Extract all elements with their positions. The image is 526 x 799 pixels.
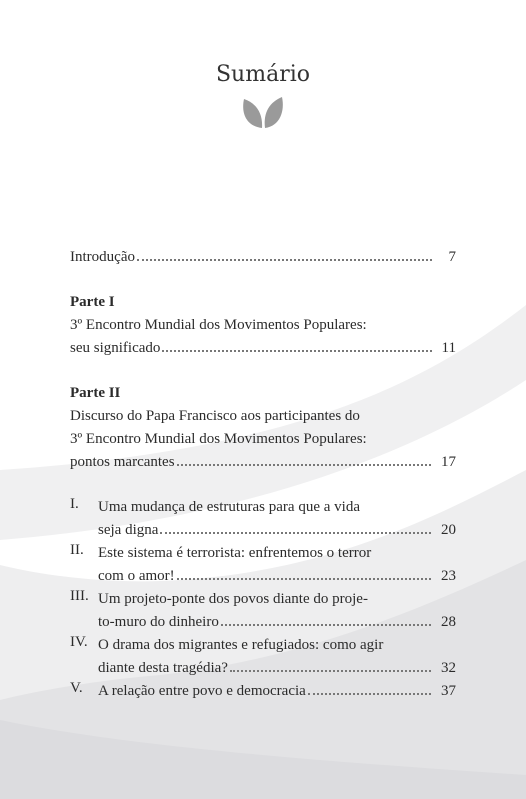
toc-list xyxy=(70,246,456,703)
dot-leader xyxy=(137,254,432,261)
toc-entry-text: Introdução xyxy=(70,249,135,265)
dot-leader xyxy=(160,527,431,534)
toc-entry-text: Uma mudança de estruturas para que a vida xyxy=(98,499,360,515)
part-heading: Parte I xyxy=(70,294,115,310)
dot-leader xyxy=(230,665,431,672)
leaf-ornament-icon xyxy=(238,93,288,129)
toc-subentry[interactable] xyxy=(70,634,456,680)
toc-entry-text: seu significado xyxy=(70,340,161,356)
toc-page-number: 28 xyxy=(441,614,456,630)
dot-leader xyxy=(177,573,431,580)
part-heading: Parte II xyxy=(70,385,121,401)
toc-subentry[interactable] xyxy=(70,588,456,634)
dot-leader xyxy=(162,345,431,352)
dot-leader xyxy=(177,459,431,466)
page-title: Sumário xyxy=(215,62,310,87)
toc-entry-intro[interactable] xyxy=(70,246,456,269)
roman-numeral: III. xyxy=(70,588,89,604)
toc-page-number: 37 xyxy=(441,683,456,699)
toc-entry-text: pontos marcantes xyxy=(70,454,175,470)
toc-entry-text: com o amor! xyxy=(98,568,175,584)
toc-entry-part2[interactable] xyxy=(70,451,456,474)
toc-entry-text: A relação entre povo e democracia xyxy=(98,683,306,699)
toc-entry-text: to-muro do dinheiro xyxy=(98,614,219,630)
toc-entry-text: 3º Encontro Mundial dos Movimentos Populares: xyxy=(70,317,367,333)
toc-entry-text: O drama dos migrantes e refugiados: como agir xyxy=(98,637,384,653)
toc-subentry[interactable] xyxy=(70,542,456,588)
roman-numeral: II. xyxy=(70,542,84,558)
toc-subentry[interactable] xyxy=(70,680,456,703)
toc-entry-text: seja digna xyxy=(98,522,159,538)
toc-page-number: 20 xyxy=(441,522,456,538)
roman-numeral: I. xyxy=(70,496,79,512)
toc-entry-text: Um projeto-ponte dos povos diante do proje- xyxy=(98,591,368,607)
toc-page-number: 23 xyxy=(441,568,456,584)
toc-page-number: 17 xyxy=(441,454,456,470)
toc-subentry[interactable] xyxy=(70,496,456,542)
toc-entry-text: diante desta tragédia? xyxy=(98,660,228,676)
toc-page-number: 32 xyxy=(441,660,456,676)
dot-leader xyxy=(308,688,431,695)
roman-numeral: IV. xyxy=(70,634,88,650)
toc-entry-text: Discurso do Papa Francisco aos participantes do xyxy=(70,408,360,424)
toc-entry-text: 3º Encontro Mundial dos Movimentos Populares: xyxy=(70,431,367,447)
toc-entry-text: Este sistema é terrorista: enfrentemos o terror xyxy=(98,545,372,561)
toc-entry-part1[interactable] xyxy=(70,337,456,360)
dot-leader xyxy=(221,619,431,626)
toc-page-number: 11 xyxy=(441,340,456,356)
toc-page-number: 7 xyxy=(448,249,456,265)
roman-numeral: V. xyxy=(70,680,83,696)
